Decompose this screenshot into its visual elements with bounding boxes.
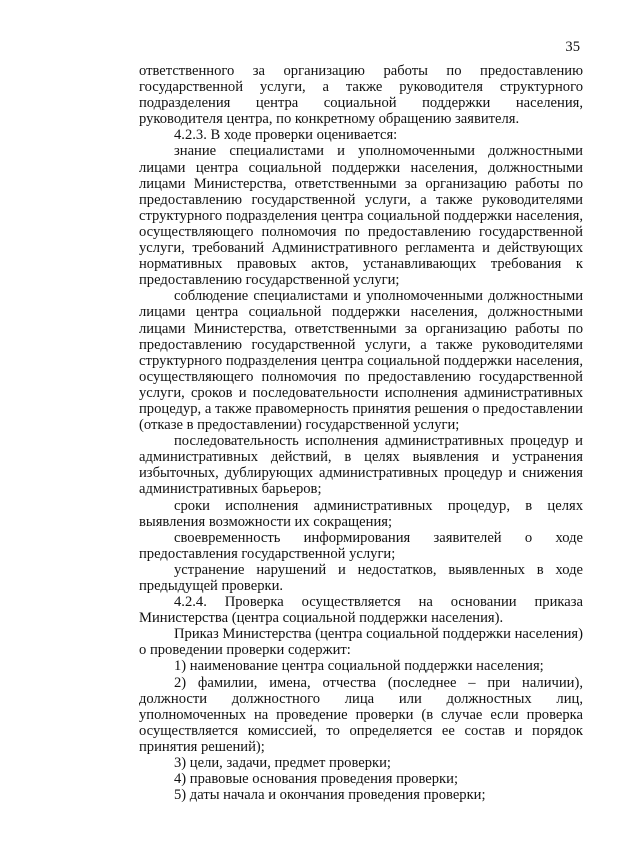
list-item-2: 2) фамилии, имена, отчества (последнее – при наличии), должности должностного лица или должностных лиц, уполномоченных на проведение проверки (в случае если проверка осуществляется комиссией, то определяется ее состав и порядок принятия решений); bbox=[139, 674, 583, 755]
paragraph-elimination: устранение нарушений и недостатков, выявленных в ходе предыдущей проверки. bbox=[139, 561, 583, 594]
list-item-5: 5) даты начала и окончания проведения проверки; bbox=[174, 787, 486, 804]
paragraph-continuation: ответственного за организацию работы по предоставлению государственной услуги, а также руководителя структурного подразделения центра социальной поддержки населения, руководителя центра, по конкретному обращению заявителя. bbox=[139, 63, 583, 128]
paragraph-section-4-2-4: 4.2.4. Проверка осуществляется на основании приказа Министерства (центра социальной поддержки населения). bbox=[139, 594, 583, 627]
list-item-4: 4) правовые основания проведения проверки; bbox=[174, 771, 459, 788]
page-number: 35 bbox=[565, 39, 580, 55]
paragraph-sequence: последовательность исполнения административных процедур и административных действий, в целях выявления и устранения избыточных, дублирующих административных процедур и снижения административных барьеров; bbox=[139, 433, 583, 498]
paragraph-compliance: соблюдение специалистами и уполномоченными должностными лицами центра социальной поддержки населения, должностными лицами Министерства, ответственными за организацию работы по предоставлению государственной услуги, а также руководителями структурного подразделения центра социальной поддержки населения, осуществляющего полномочия по предоставлению государственной услуги, сроков и последовательности исполнения административных процедур, а также правомерность принятия решения о предоставлении (отказе в предоставлении) государственной услуги; bbox=[139, 288, 583, 434]
paragraph-timeliness: своевременность информирования заявителей о ходе предоставления государственной услуги; bbox=[139, 529, 583, 562]
paragraph-deadlines: сроки исполнения административных процедур, в целях выявления возможности их сокращения; bbox=[139, 497, 583, 530]
paragraph-order-contents: Приказ Министерства (центра социальной поддержки населения) о проведении проверки содержит: bbox=[139, 626, 583, 659]
paragraph-section-4-2-3: 4.2.3. В ходе проверки оценивается: bbox=[174, 127, 398, 144]
document-body bbox=[139, 63, 583, 803]
list-item-3: 3) цели, задачи, предмет проверки; bbox=[174, 755, 391, 772]
list-item-1: 1) наименование центра социальной поддержки населения; bbox=[174, 658, 544, 675]
paragraph-knowledge: знание специалистами и уполномоченными должностными лицами центра социальной поддержки населения, должностными лицами Министерства, ответственными за организацию работы по предоставлению государственной услуги, а также руководителями структурного подразделения центра социальной поддержки населения, осуществляющего полномочия по предоставлению государственной услуги, требований Административного регламента и действующих нормативных правовых актов, устанавливающих требования к предоставлению государственной услуги; bbox=[139, 143, 583, 289]
